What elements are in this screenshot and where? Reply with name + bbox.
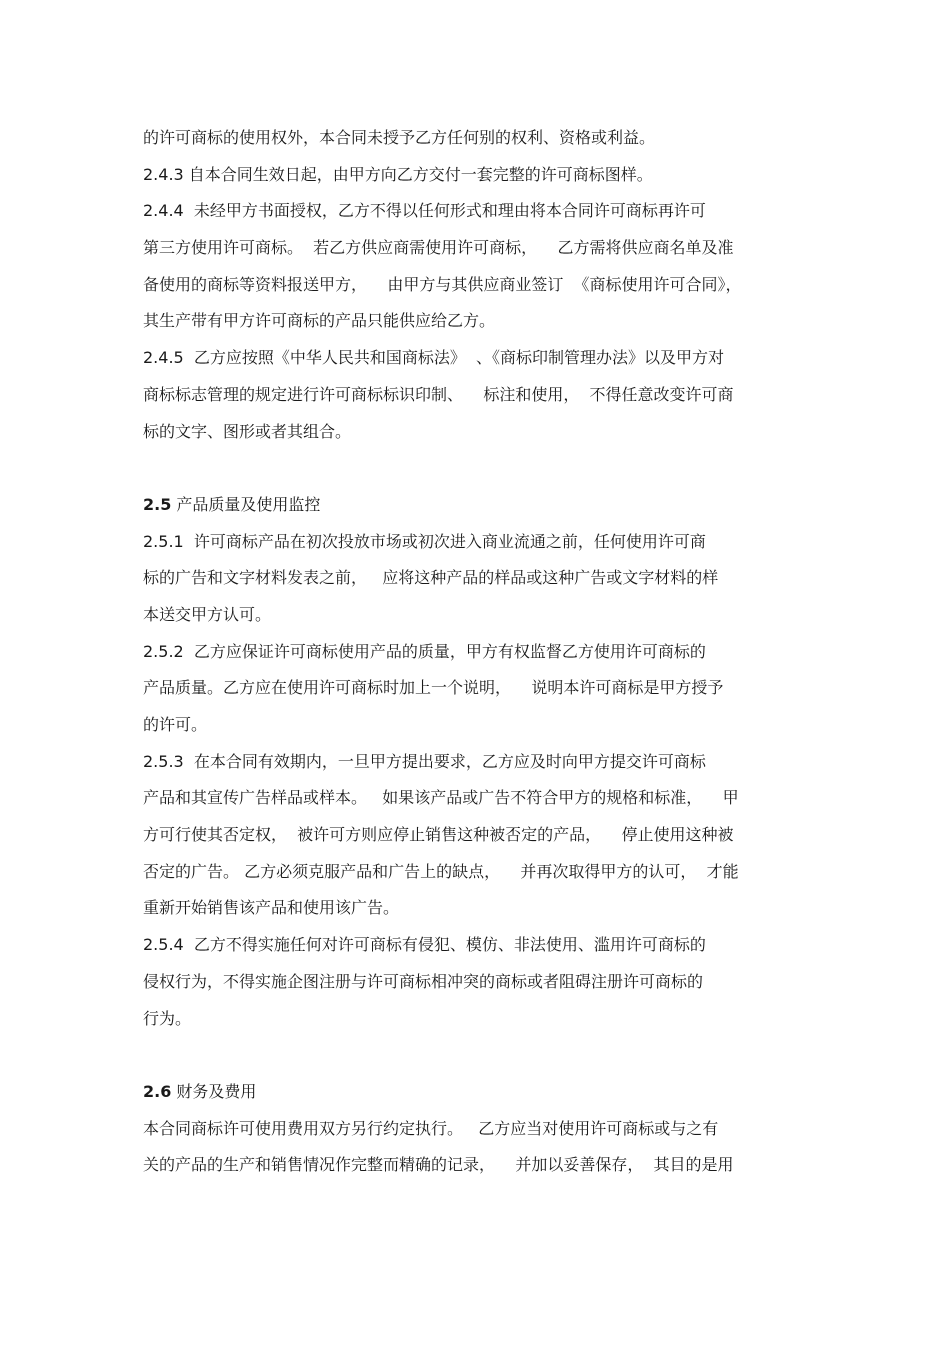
section-2-6-line: 关的产品的生产和销售情况作完整而精确的记录， 并加以妥善保存， 其目的是用 xyxy=(143,1155,734,1175)
clause-2-4-5-line: 标的文字、图形或者其组合。 xyxy=(143,421,352,441)
clause-2-5-2-line: 2.5.2 乙方应保证许可商标使用产品的质量，甲方有权监督乙方使用许可商标的 xyxy=(143,641,706,661)
clause-2-5-3-line: 否定的广告。 乙方必须克服产品和广告上的缺点， 并再次取得甲方的认可， 才能 xyxy=(143,861,739,881)
clause-2-5-2-line: 的许可。 xyxy=(143,715,208,734)
clause-2-4-4-line: 其生产带有甲方许可商标的产品只能供应给乙方。 xyxy=(143,311,496,331)
clause-2-4-4-line: 备使用的商标等资料报送甲方， 由甲方与其供应商业签订 《商标使用许可合同》， xyxy=(143,274,742,294)
clause-2-5-1-line: 标的广告和文字材料发表之前， 应将这种产品的样品或这种广告或文字材料的样 xyxy=(143,568,719,588)
clause-2-5-3-line: 重新开始销售该产品和使用该广告。 xyxy=(143,898,400,918)
section-number: 2.6 xyxy=(143,1081,172,1101)
clause-2-5-3-line: 2.5.3 在本合同有效期内，一旦甲方提出要求，乙方应及时向甲方提交许可商标 xyxy=(143,751,706,771)
paragraph-line: 的许可商标的使用权外，本合同未授予乙方任何别的权利、资格或利益。 xyxy=(143,128,656,147)
clause-2-5-3-line: 产品和其宣传广告样品或样本。 如果该产品或广告不符合甲方的规格和标准， 甲 xyxy=(143,788,739,808)
clause-2-4-4-line: 2.4.4 未经甲方书面授权，乙方不得以任何形式和理由将本合同许可商标再许可 xyxy=(143,201,706,221)
clause-2-4-4-line: 第三方使用许可商标。 若乙方供应商需使用许可商标， 乙方需将供应商名单及准 xyxy=(143,238,734,258)
clause-2-4-5-line: 2.4.5 乙方应按照《中华人民共和国商标法》 、《商标印制管理办法》以及甲方对 xyxy=(143,348,725,368)
section-heading-2-6 xyxy=(143,1074,813,1111)
document-body xyxy=(143,120,813,1184)
clause-2-5-2-line: 产品质量。乙方应在使用许可商标时加上一个说明， 说明本许可商标是甲方授予 xyxy=(143,678,724,698)
clause-2-5-1-line: 2.5.1 许可商标产品在初次投放市场或初次进入商业流通之前，任何使用许可商 xyxy=(143,531,706,551)
clause-2-4-5-line: 商标标志管理的规定进行许可商标标识印制、 标注和使用， 不得任意改变许可商 xyxy=(143,384,734,404)
section-2-6-line: 本合同商标许可使用费用双方另行约定执行。 乙方应当对使用许可商标或与之有 xyxy=(143,1118,719,1138)
section-heading-2-5 xyxy=(143,487,813,524)
clause-2-4-3: 2.4.3 自本合同生效日起，由甲方向乙方交付一套完整的许可商标图样。 xyxy=(143,164,653,184)
section-title: 财务及费用 xyxy=(171,1081,257,1101)
blank-line xyxy=(143,1037,813,1074)
blank-line xyxy=(143,450,813,487)
section-number: 2.5 xyxy=(143,494,172,514)
clause-2-5-1-line: 本送交甲方认可。 xyxy=(143,604,272,624)
clause-2-5-3-line: 方可行使其否定权， 被许可方则应停止销售这种被否定的产品， 停止使用这种被 xyxy=(143,825,734,845)
clause-2-5-4-line: 侵权行为，不得实施企图注册与许可商标相冲突的商标或者阻碍注册许可商标的 xyxy=(143,971,704,991)
section-title: 产品质量及使用监控 xyxy=(171,494,321,514)
clause-2-5-4-line: 行为。 xyxy=(143,1008,192,1028)
clause-2-5-4-line: 2.5.4 乙方不得实施任何对许可商标有侵犯、模仿、非法使用、滥用许可商标的 xyxy=(143,935,706,955)
